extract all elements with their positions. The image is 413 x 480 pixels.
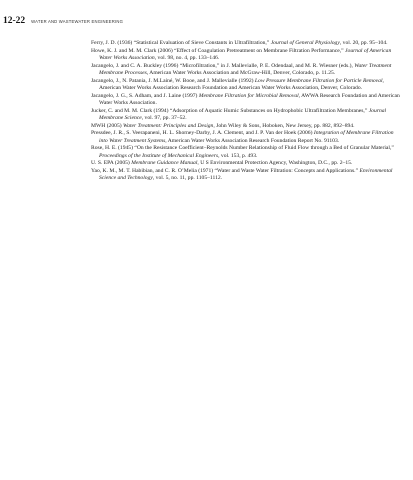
running-head xyxy=(3,16,403,26)
reference-source-title: Integration of Membrane Filtration into Water Treatment Systems xyxy=(99,130,394,144)
reference-source-title: Proceedings of the Institute of Mechanical Engineers xyxy=(99,152,219,159)
reference-entry xyxy=(91,108,401,123)
reference-entry xyxy=(91,145,401,160)
reference-source-title: Environmental Science and Technology xyxy=(99,167,393,181)
reference-entry xyxy=(91,48,401,63)
reference-entry xyxy=(91,160,401,168)
reference-list xyxy=(91,40,401,183)
page-number: 12-22 xyxy=(3,16,26,26)
reference-source-title: Journal Membrane Science xyxy=(99,107,387,121)
reference-tail: , vol. 153, p. 493. xyxy=(218,152,258,159)
reference-entry xyxy=(91,40,401,48)
reference-tail: , American Water Works Association and McGraw-Hill, Denver, Colorado, p. 11.25. xyxy=(146,70,336,76)
reference-tail: , vol. 97, pp. 37–52. xyxy=(141,115,187,121)
reference-lead: Ferry, J. D. (1936) “Statistical Evaluation of Sieve Constants in Ultrafiltration,” xyxy=(91,40,271,46)
reference-lead: Jacangelo, J., N. Patania, J. M.Lainé, W. Booe, and J. Mallevialle (1992) xyxy=(91,77,255,84)
reference-source-title: Low Pressure Membrane Filtration for Particle Removal xyxy=(254,77,383,84)
reference-tail: , AWWA Research Foundation and American Water Works Association. xyxy=(99,92,400,106)
reference-tail: , American Water Works Association Research Foundation and American Water Works Association, Denver, Colorado. xyxy=(99,77,384,91)
reference-lead: Yao, K. M., M. T. Habibian, and C. R. O’Melia (1971) “Water and Waste Water Filtration: Concepts and Applications.” xyxy=(91,167,360,174)
reference-entry xyxy=(91,130,401,145)
reference-source-title: Journal of American Water Works Association xyxy=(99,47,392,61)
reference-lead: MWH (2005) xyxy=(91,122,124,129)
reference-source-title: Water Treatment: Principles and Design xyxy=(123,122,214,129)
reference-entry xyxy=(91,93,401,108)
reference-source-title: Water Treatment Membrane Processes xyxy=(99,62,392,76)
reference-source-title: Membrane Filtration for Microbial Removal xyxy=(198,92,299,99)
reference-entry xyxy=(91,168,401,183)
reference-source-title: Journal of General Physiology xyxy=(270,40,340,46)
reference-tail: , vol. 5, no. 11, pp. 1105–1112. xyxy=(152,175,223,181)
reference-tail: , John Wiley & Sons, Hoboken, New Jersey, pp. 882, 892–894. xyxy=(213,122,355,129)
reference-tail: , American Water Works Association Research Foundation Report No. 91103. xyxy=(165,137,340,144)
reference-lead: U. S. EPA (2005) xyxy=(91,160,132,166)
reference-tail: , vol. 98, no. 4, pp. 133–146. xyxy=(154,55,220,61)
book-title: WATER AND WASTEWATER ENGINEERING xyxy=(31,19,124,24)
reference-lead: Rose, H. E. (1945) “On the Resistance Coefficient–Reynolds Number Relationship of Fluid Flow through a Bed of Granular Material,” xyxy=(91,145,394,151)
reference-lead: Jacangelo, J. and C. A. Buckley (1996) “Microfiltration,” in J. Mallevialle, P. E. Odendaal, and M. R. Wiesner (eds.), xyxy=(91,62,355,69)
reference-lead: Jacangelo, J. G., S. Adham, and J. Laine (1997) xyxy=(91,92,199,99)
reference-source-title: Membrane Guidance Manual xyxy=(131,160,198,166)
reference-lead: Howe, K. J. and M. M. Clark (2006) “Effect of Coagulation Pretreatment on Membrane Filtration Performance,” xyxy=(91,47,346,54)
reference-lead: Pressdee, J. R., S. Veerapaneni, H. L. Shorney-Darby, J. A. Clement, and J. P. Van der Hoek (2006) xyxy=(91,130,314,136)
reference-entry xyxy=(91,63,401,78)
reference-entry xyxy=(91,78,401,93)
reference-lead: Jucker, C. and M. M. Clark (1994) “Adsorption of Aquatic Humic Substances on Hydrophobic Ultrafiltration Membranes,” xyxy=(91,107,369,114)
reference-tail: , vol. 20, pp. 95–104. xyxy=(339,40,388,46)
reference-entry xyxy=(91,123,401,131)
reference-tail: , U S Environmental Protection Agency, Washington, D.C., pp. 2–15. xyxy=(197,160,353,166)
